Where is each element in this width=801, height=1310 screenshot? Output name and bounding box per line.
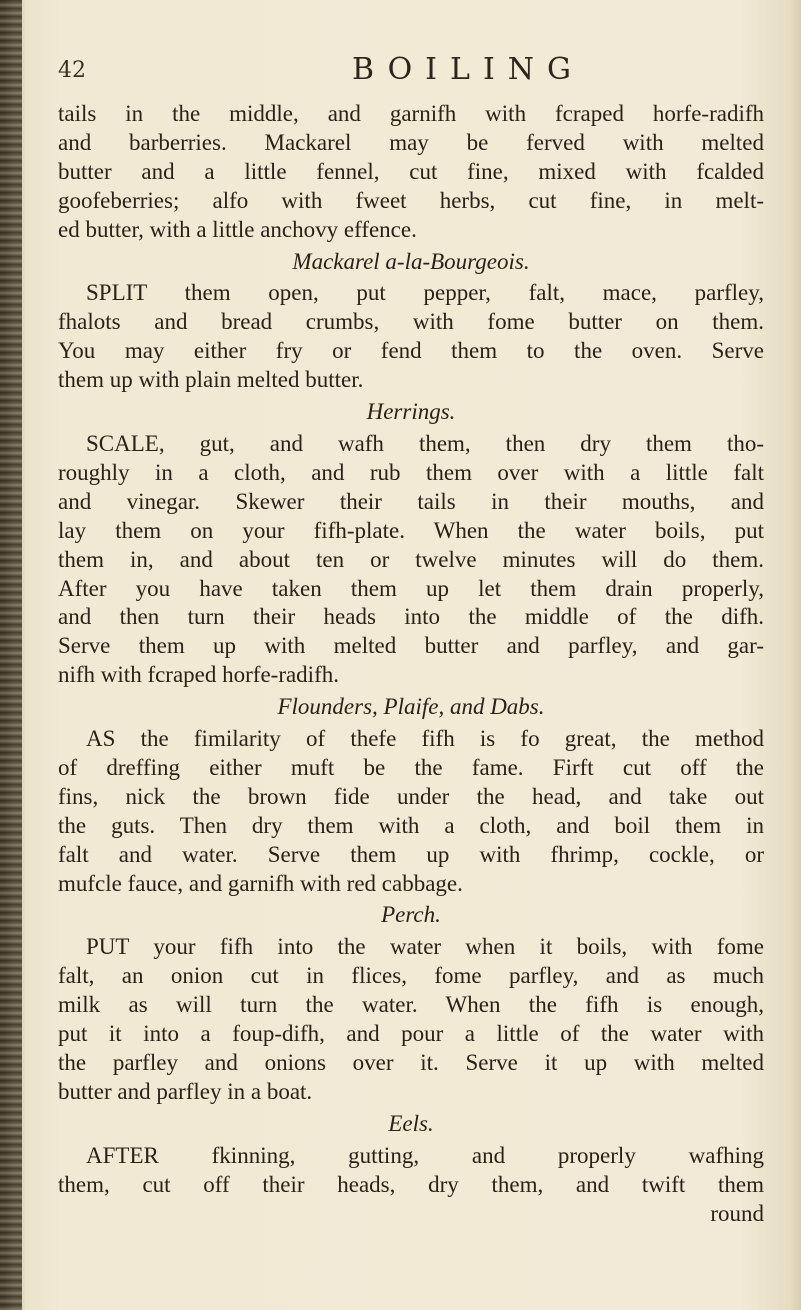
text-line: AS the fimilarity of thefe fifh is fo great, the method xyxy=(86,726,764,752)
text-line: falt and water. Serve them up with fhrimp, cockle, or xyxy=(58,841,764,867)
page-header xyxy=(58,52,761,92)
text-line: AFTER fkinning, gutting, and properly wafhing xyxy=(86,1142,764,1168)
page-number: 42 xyxy=(58,58,86,83)
text-line: butter and a little fennel, cut fine, mixed with fcalded xyxy=(58,158,764,184)
text-line: them, cut off their heads, dry them, and twift them xyxy=(58,1171,764,1197)
book-binding-edge xyxy=(0,0,22,1310)
recipe-heading-perch: Perch. xyxy=(381,902,441,928)
text-line: ed butter, with a little anchovy effence. xyxy=(58,216,417,242)
recipe-heading-herrings: Herrings. xyxy=(366,399,456,425)
text-line: goofeberries; alfo with fweet herbs, cut fine, in melt- xyxy=(58,187,764,213)
text-line: the parfley and onions over it. Serve it up with melted xyxy=(58,1050,764,1075)
running-title: BOILING xyxy=(351,52,585,87)
text-line: them up with plain melted butter. xyxy=(58,367,364,393)
text-line: and barberries. Mackarel may be ferved with melted xyxy=(58,129,764,155)
text-line: and vinegar. Skewer their tails in their mouths, and xyxy=(58,488,764,514)
text-line: tails in the middle, and garnifh with fcraped horfe-radifh xyxy=(58,101,764,126)
text-line: them in, and about ten or twelve minutes will do them. xyxy=(58,546,764,572)
recipe-heading-mackarel: Mackarel a-la-Bourgeois. xyxy=(292,248,530,274)
text-line: mufcle fauce, and garnifh with red cabbage. xyxy=(58,870,463,896)
text-line: SCALE, gut, and wafh them, then dry them tho- xyxy=(86,430,764,456)
text-line: After you have taken them up let them drain properly, xyxy=(58,575,764,601)
text-line: PUT your fifh into the water when it boils, with fome xyxy=(86,934,764,960)
text-line: milk as will turn the water. When the fifh is enough, xyxy=(58,992,764,1018)
recipe-heading-eels: Eels. xyxy=(388,1110,434,1136)
text-line: SPLIT them open, put pepper, falt, mace, parfley, xyxy=(86,280,764,306)
text-line: and then turn their heads into the middle of the difh. xyxy=(58,604,764,630)
text-line: the guts. Then dry them with a cloth, and boil them in xyxy=(58,812,764,838)
text-line: fhalots and bread crumbs, with fome butter on them. xyxy=(58,309,764,335)
catchword: round xyxy=(710,1200,764,1226)
text-line: put it into a foup-difh, and pour a little of the water with xyxy=(58,1021,764,1047)
page-body xyxy=(58,100,764,1228)
text-line: nifh with fcraped horfe-radifh. xyxy=(58,662,339,688)
text-line: fins, nick the brown fide under the head, and take out xyxy=(58,783,764,809)
text-line: You may either fry or fend them to the oven. Serve xyxy=(58,338,764,364)
text-line: of dreffing either muft be the fame. Firft cut off the xyxy=(58,754,764,780)
text-line: Serve them up with melted butter and parfley, and gar- xyxy=(58,633,764,659)
text-line: lay them on your fifh-plate. When the water boils, put xyxy=(58,517,764,543)
text-line: roughly in a cloth, and rub them over with a little falt xyxy=(58,459,764,485)
text-line: butter and parfley in a boat. xyxy=(58,1078,313,1104)
text-line: falt, an onion cut in flices, fome parfley, and as much xyxy=(58,963,764,989)
recipe-heading-flounders: Flounders, Plaife, and Dabs. xyxy=(277,694,545,720)
